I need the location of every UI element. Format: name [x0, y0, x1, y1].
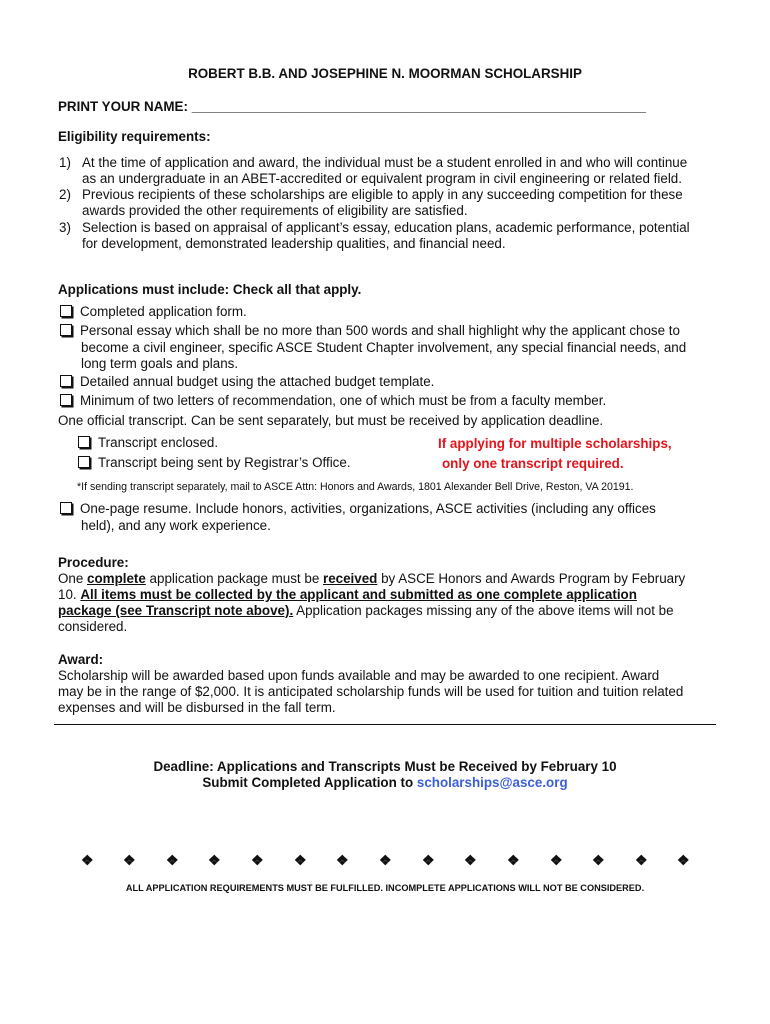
- text-run-emph: All items must be collected by the applicant and submitted as one complete application: [80, 587, 637, 602]
- text-run: Application packages missing any of the above items will not be: [293, 603, 674, 618]
- multiple-scholarships-note-cont: only one transcript required.: [442, 456, 624, 471]
- text-run-emph: received: [323, 571, 378, 586]
- checkbox[interactable]: [78, 436, 90, 448]
- applications-heading: Applications must include: Check all that apply.: [58, 282, 362, 297]
- procedure-text: [58, 587, 637, 603]
- multiple-scholarships-note: If applying for multiple scholarships,: [438, 436, 672, 451]
- print-name-label: PRINT YOUR NAME:: [58, 99, 188, 114]
- procedure-heading: Procedure:: [58, 555, 129, 570]
- diamond-icon: ❖: [251, 852, 264, 868]
- checklist-text: Detailed annual budget using the attached budget template.: [80, 374, 435, 389]
- eligibility-heading: Eligibility requirements:: [58, 129, 211, 144]
- checklist-item: [60, 304, 247, 320]
- checkbox[interactable]: [60, 502, 72, 514]
- diamond-icon: ❖: [464, 852, 477, 868]
- award-text: may be in the range of $2,000. It is anticipated scholarship funds will be used for tuition and tuition related: [58, 684, 684, 699]
- diamond-icon: ❖: [166, 852, 179, 868]
- transcript-line: One official transcript. Can be sent separately, but must be received by application deadline.: [58, 413, 604, 428]
- text-run-emph: package (see Transcript note above).: [58, 603, 294, 618]
- item-text: Previous recipients of these scholarships are eligible to apply in any succeeding competition for these: [82, 187, 683, 202]
- diamond-icon: ❖: [208, 852, 221, 868]
- award-heading: Award:: [58, 652, 104, 667]
- procedure-text: [58, 571, 685, 587]
- footer-notice: ALL APPLICATION REQUIREMENTS MUST BE FULFILLED. INCOMPLETE APPLICATIONS WILL NOT BE CONSIDERED.: [125, 883, 645, 893]
- item-number: 1): [59, 155, 71, 170]
- diamond-icon: ❖: [550, 852, 563, 868]
- checklist-item: [60, 374, 434, 390]
- diamond-icon: ❖: [635, 852, 648, 868]
- item-text-cont: awards provided the other requirements of eligibility are satisfied.: [82, 203, 468, 218]
- text-run: 10.: [58, 587, 81, 602]
- divider: [54, 724, 716, 725]
- checkbox[interactable]: [60, 305, 72, 317]
- procedure-text: [58, 603, 674, 619]
- page-title: ROBERT B.B. AND JOSEPHINE N. MOORMAN SCHOLARSHIP: [188, 66, 582, 81]
- checkbox[interactable]: [60, 394, 72, 406]
- print-name-row: [58, 99, 646, 115]
- checkbox[interactable]: [78, 456, 90, 468]
- transcript-option-registrar: [78, 455, 351, 471]
- checklist-text: Minimum of two letters of recommendation, one of which must be from a faculty member.: [80, 393, 607, 408]
- mail-note: *If sending transcript separately, mail to ASCE Attn: Honors and Awards, 1801 Alexander Bell Drive, Reston, VA 20191.: [77, 481, 634, 493]
- checklist-text-cont: held), and any work experience.: [81, 518, 271, 533]
- item-text-cont: as an undergraduate in an ABET-accredited or equivalent program in civil engineering or related field.: [82, 171, 682, 186]
- checklist-item-resume: [60, 501, 656, 517]
- checklist-item: [60, 393, 606, 409]
- item-number: 3): [59, 220, 71, 235]
- option-text: Transcript enclosed.: [98, 435, 219, 450]
- text-run-emph: complete: [87, 571, 146, 586]
- checklist-text: One-page resume. Include honors, activities, organizations, ASCE activities (including any offices: [80, 501, 656, 516]
- checkbox[interactable]: [60, 324, 72, 336]
- diamond-icon: ❖: [592, 852, 605, 868]
- checkbox[interactable]: [60, 375, 72, 387]
- item-text: At the time of application and award, the individual must be a student enrolled in and who will continue: [82, 155, 688, 170]
- print-name-field[interactable]: _____________________________________________________________: [191, 99, 646, 114]
- text-run: application package must be: [145, 571, 323, 586]
- diamond-icon: ❖: [379, 852, 392, 868]
- deadline-line: Deadline: Applications and Transcripts Must be Received by February 10: [153, 759, 617, 774]
- option-text: Transcript being sent by Registrar’s Office.: [98, 455, 351, 470]
- diamond-icon: ❖: [507, 852, 520, 868]
- submit-prefix: Submit Completed Application to: [202, 775, 417, 790]
- diamond-icon: ❖: [123, 852, 136, 868]
- submit-line: [0, 775, 770, 791]
- text-run: by ASCE Honors and Awards Program by February: [377, 571, 686, 586]
- checklist-text-cont: long term goals and plans.: [81, 356, 239, 371]
- checklist-text: Personal essay which shall be no more than 500 words and shall highlight why the applicant chose to: [80, 323, 680, 338]
- checklist-text-cont: become a civil engineer, specific ASCE Student Chapter involvement, any special financial needs, and: [81, 340, 687, 355]
- transcript-option-enclosed: [78, 435, 218, 451]
- diamond-icon: ❖: [294, 852, 307, 868]
- item-number: 2): [59, 187, 71, 202]
- diamond-icon: ❖: [81, 852, 94, 868]
- procedure-text: considered.: [58, 619, 128, 634]
- email-link[interactable]: scholarships@asce.org: [416, 775, 568, 790]
- text-run: One: [58, 571, 88, 586]
- checklist-text: Completed application form.: [80, 304, 247, 319]
- checklist-item: [60, 323, 680, 339]
- diamond-icon: ❖: [422, 852, 435, 868]
- award-text: Scholarship will be awarded based upon funds available and may be awarded to one recipient. Award: [58, 668, 660, 683]
- item-text: Selection is based on appraisal of applicant’s essay, education plans, academic performance, potential: [82, 220, 690, 235]
- diamond-icon: ❖: [336, 852, 349, 868]
- diamond-icon: ❖: [677, 852, 690, 868]
- award-text: expenses and will be disbursed in the fall term.: [58, 700, 336, 715]
- item-text-cont: for development, demonstrated leadership qualities, and financial need.: [82, 236, 506, 251]
